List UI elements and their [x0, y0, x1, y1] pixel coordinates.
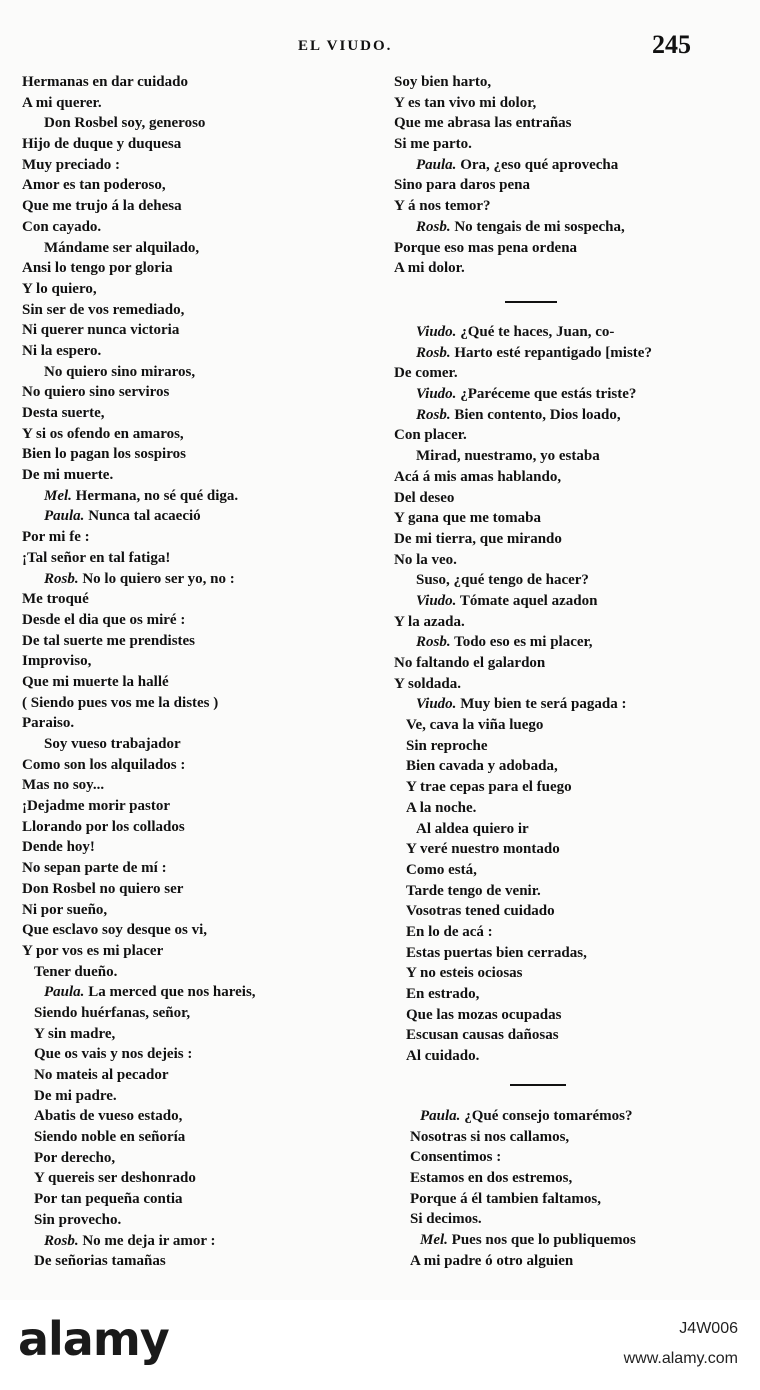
verse-text: Que esclavo soy desque os vi,	[22, 922, 208, 939]
verse-line	[394, 155, 724, 176]
verse-line	[394, 363, 724, 384]
verse-text: Y es tan vivo mi dolor,	[394, 94, 537, 111]
speaker-name: Rosb.	[416, 406, 451, 423]
verse-line	[22, 1024, 372, 1045]
verse-line	[22, 93, 372, 114]
verse-line	[394, 694, 724, 715]
verse-text: Y veré nuestro montado	[406, 841, 560, 858]
verse-line	[394, 134, 724, 155]
verse-text: Con cayado.	[22, 218, 102, 235]
verse-line	[394, 196, 724, 217]
verse-text: Y por vos es mi placer	[22, 942, 164, 959]
verse-text: Que mi muerte la hallé	[22, 673, 169, 690]
verse-line	[22, 279, 372, 300]
verse-text: En estrado,	[406, 986, 480, 1002]
verse-line	[22, 258, 372, 279]
verse-text: Dende hoy!	[22, 839, 95, 856]
verse-text: Pues nos que lo publiquemos	[447, 1232, 636, 1249]
stock-watermark-bar	[0, 1300, 760, 1390]
verse-line	[394, 217, 724, 238]
verse-text: Consentimos :	[410, 1149, 502, 1166]
verse-line	[22, 382, 372, 403]
verse-text: Al aldea quiero ir	[416, 820, 529, 837]
speaker-name: Rosb.	[416, 344, 451, 361]
verse-line	[394, 322, 724, 343]
left-text-column	[22, 72, 372, 1272]
verse-line	[22, 424, 372, 445]
verse-line	[394, 715, 724, 736]
verse-text: A mi dolor.	[394, 260, 465, 277]
verse-text: Estas puertas bien cerradas,	[406, 944, 587, 961]
verse-text: Todo eso es mi placer,	[450, 634, 593, 651]
verse-text: Escusan causas dañosas	[406, 1027, 559, 1044]
verse-line	[22, 1210, 372, 1231]
watermark-url: www.alamy.com	[623, 1350, 738, 1367]
verse-text: Hermana, no sé qué diga.	[71, 487, 239, 504]
verse-text: De mi tierra, que mirando	[394, 530, 562, 547]
speaker-name: Viudo.	[416, 324, 457, 340]
verse-line	[394, 591, 724, 612]
verse-line	[394, 984, 724, 1005]
verse-line	[22, 403, 372, 424]
verse-line	[22, 506, 372, 527]
verse-line	[394, 384, 724, 405]
verse-text: No mateis al pecador	[34, 1067, 169, 1083]
verse-text: Mándame ser alquilado,	[44, 239, 200, 256]
verse-line	[398, 1230, 728, 1251]
verse-text: Sin provecho.	[34, 1211, 122, 1228]
verse-text: No lo quiero ser yo, no :	[78, 570, 235, 587]
verse-text: ¡Dejadme morir pastor	[22, 798, 171, 815]
verse-text: Que me trujo á la dehesa	[22, 198, 182, 215]
verse-line	[22, 134, 372, 155]
verse-text: Por tan pequeña contia	[34, 1191, 183, 1208]
verse-text: Bien contento, Dios loado,	[450, 406, 621, 423]
verse-line	[22, 1003, 372, 1024]
verse-line	[398, 1251, 728, 1272]
verse-line	[394, 881, 724, 902]
running-title: EL VIUDO.	[298, 38, 393, 54]
speaker-name: Rosb.	[416, 218, 451, 235]
verse-text: Que os vais y nos dejeis :	[34, 1046, 193, 1063]
verse-text: Al cuidado.	[406, 1048, 480, 1065]
verse-text: Paraiso.	[22, 715, 75, 732]
verse-text: Porque eso mas pena ordena	[394, 239, 578, 256]
verse-text: Bien cavada y adobada,	[406, 758, 558, 775]
verse-line	[22, 569, 372, 590]
verse-text: Nosotras si nos callamos,	[410, 1128, 570, 1145]
verse-line	[22, 858, 372, 879]
verse-text: Y gana que me tomaba	[394, 510, 541, 527]
verse-text: De tal suerte me prendistes	[22, 632, 196, 649]
verse-text: Don Rosbel soy, generoso	[44, 115, 206, 132]
verse-line	[22, 175, 372, 196]
verse-text: Improviso,	[22, 653, 92, 670]
speaker-name: Viudo.	[416, 592, 457, 609]
speaker-name: Rosb.	[416, 634, 451, 651]
alamy-logo: alamy	[18, 1312, 169, 1366]
verse-line	[22, 837, 372, 858]
verse-line	[394, 570, 724, 591]
verse-text: No me deja ir amor :	[78, 1232, 216, 1249]
image-id: J4W006	[679, 1320, 738, 1337]
verse-line	[22, 320, 372, 341]
verse-text: Desta suerte,	[22, 405, 105, 421]
verse-line	[394, 736, 724, 757]
verse-text: Y sin madre,	[34, 1025, 116, 1042]
verse-text: Del deseo	[394, 489, 455, 506]
verse-line	[22, 1065, 372, 1086]
verse-text: Llorando por los collados	[22, 818, 185, 835]
verse-line	[394, 467, 724, 488]
verse-line	[22, 900, 372, 921]
verse-text: Ora, ¿eso qué aprovecha	[456, 156, 619, 173]
verse-line	[22, 1231, 372, 1252]
verse-text: No quiero sino miraros,	[44, 363, 196, 380]
verse-line	[394, 860, 724, 881]
verse-text: Ni por sueño,	[22, 901, 108, 918]
verse-text: Y trae cepas para el fuego	[406, 779, 572, 796]
verse-line	[22, 817, 372, 838]
verse-line	[394, 529, 724, 550]
verse-text: No quiero sino serviros	[22, 384, 170, 401]
verse-text: De comer.	[394, 365, 458, 382]
verse-text: Acá á mis amas hablando,	[394, 468, 562, 485]
verse-line	[22, 962, 372, 983]
verse-text: Vosotras tened cuidado	[406, 903, 555, 920]
page-header	[0, 30, 760, 64]
verse-line	[394, 798, 724, 819]
speaker-name: Rosb.	[44, 570, 79, 587]
section-divider	[505, 301, 557, 303]
verse-line	[394, 425, 724, 446]
verse-line	[394, 72, 724, 93]
verse-text: No sepan parte de mí :	[22, 860, 167, 877]
verse-line	[22, 1106, 372, 1127]
verse-text: Mas no soy...	[22, 777, 105, 794]
verse-text: Y si os ofendo en amaros,	[22, 425, 184, 442]
verse-line	[22, 1168, 372, 1189]
verse-line	[394, 632, 724, 653]
verse-line	[22, 300, 372, 321]
verse-text: Muy bien te será pagada :	[456, 696, 627, 713]
verse-line	[394, 1046, 724, 1067]
verse-line	[394, 113, 724, 134]
verse-text: Abatis de vueso estado,	[34, 1108, 183, 1125]
verse-line	[22, 1086, 372, 1107]
verse-text: Y soldada.	[394, 675, 461, 692]
verse-line	[22, 465, 372, 486]
verse-text: Siendo noble en señoría	[34, 1129, 186, 1146]
verse-line	[22, 589, 372, 610]
verse-text: ( Siendo pues vos me la distes )	[22, 694, 219, 711]
verse-text: Por derecho,	[34, 1149, 116, 1166]
verse-line	[22, 672, 372, 693]
verse-line	[394, 446, 724, 467]
verse-line	[22, 113, 372, 134]
verse-text: Mirad, nuestramo, yo estaba	[416, 448, 600, 465]
verse-text: Como está,	[406, 861, 477, 878]
verse-line	[22, 1189, 372, 1210]
verse-text: Ve, cava la viña luego	[406, 717, 544, 734]
verse-line	[394, 922, 724, 943]
verse-line	[22, 755, 372, 776]
verse-line	[394, 943, 724, 964]
verse-line	[394, 343, 724, 364]
verse-line	[394, 405, 724, 426]
section-divider	[510, 1084, 566, 1086]
verse-text: Que las mozas ocupadas	[406, 1006, 562, 1023]
speaker-name: Paula.	[44, 984, 85, 1001]
right-text-column-middle	[394, 322, 724, 1067]
verse-text: Ni la espero.	[22, 342, 102, 359]
verse-line	[22, 444, 372, 465]
verse-text: Y lo quiero,	[22, 280, 97, 297]
verse-text: Soy bien harto,	[394, 74, 492, 90]
verse-text: Si me parto.	[394, 136, 472, 153]
verse-line	[22, 713, 372, 734]
verse-line	[394, 839, 724, 860]
verse-line	[22, 341, 372, 362]
verse-line	[398, 1168, 728, 1189]
verse-text: Harto esté repantigado [miste?	[450, 344, 652, 361]
verse-line	[394, 238, 724, 259]
verse-text: Tener dueño.	[34, 963, 118, 980]
verse-text: No faltando el galardon	[394, 655, 546, 671]
verse-line	[398, 1147, 728, 1168]
verse-line	[22, 941, 372, 962]
verse-text: Amor es tan poderoso,	[22, 177, 166, 194]
verse-text: ¿Paréceme que estás triste?	[456, 386, 637, 403]
verse-text: Me troqué	[22, 591, 89, 608]
verse-line	[394, 1025, 724, 1046]
verse-text: No tengais de mi sospecha,	[450, 218, 625, 235]
verse-text: ¿Qué consejo tomarémos?	[460, 1108, 633, 1124]
verse-line	[394, 612, 724, 633]
verse-line	[22, 486, 372, 507]
verse-text: Soy vueso trabajador	[44, 736, 181, 752]
verse-text: Y la azada.	[394, 613, 465, 630]
verse-line	[394, 819, 724, 840]
verse-line	[22, 879, 372, 900]
verse-line	[22, 1148, 372, 1169]
verse-line	[394, 963, 724, 984]
verse-text: Estamos en dos estremos,	[410, 1170, 573, 1187]
verse-text: De señorias tamañas	[34, 1253, 166, 1270]
verse-text: A mi padre ó otro alguien	[410, 1252, 574, 1269]
verse-text: Tómate aquel azadon	[456, 592, 598, 609]
verse-line	[398, 1189, 728, 1210]
verse-text: ¿Qué te haces, Juan, co-	[456, 324, 615, 340]
verse-text: Desde el dia que os miré :	[22, 611, 186, 628]
speaker-name: Mel.	[420, 1232, 448, 1249]
speaker-name: Paula.	[44, 508, 85, 525]
verse-text: Y quereis ser deshonrado	[34, 1170, 196, 1187]
verse-text: Que me abrasa las entrañas	[394, 115, 572, 132]
verse-line	[22, 693, 372, 714]
verse-line	[22, 72, 372, 93]
verse-line	[394, 901, 724, 922]
verse-text: A mi querer.	[22, 94, 102, 111]
speaker-name: Rosb.	[44, 1232, 79, 1249]
verse-text: Tarde tengo de venir.	[406, 882, 541, 899]
verse-text: ¡Tal señor en tal fatiga!	[22, 549, 171, 566]
speaker-name: Paula.	[420, 1108, 461, 1124]
verse-text: Muy preciado :	[22, 156, 121, 173]
verse-line	[22, 920, 372, 941]
verse-text: Don Rosbel no quiero ser	[22, 880, 184, 897]
verse-line	[22, 982, 372, 1003]
verse-line	[394, 674, 724, 695]
verse-line	[22, 238, 372, 259]
verse-line	[394, 777, 724, 798]
verse-line	[394, 508, 724, 529]
verse-text: Suso, ¿qué tengo de hacer?	[416, 572, 589, 589]
verse-line	[394, 175, 724, 196]
verse-line	[394, 258, 724, 279]
verse-line	[394, 1005, 724, 1026]
verse-line	[22, 1127, 372, 1148]
verse-text: Hijo de duque y duquesa	[22, 136, 182, 153]
verse-text: En lo de acá :	[406, 923, 493, 940]
verse-line	[22, 1251, 372, 1272]
verse-line	[22, 1044, 372, 1065]
verse-line	[22, 196, 372, 217]
verse-line	[398, 1127, 728, 1148]
verse-line	[22, 527, 372, 548]
verse-text: A la noche.	[406, 799, 477, 816]
verse-line	[22, 362, 372, 383]
verse-text: Y á nos temor?	[394, 198, 491, 215]
verse-line	[22, 217, 372, 238]
verse-text: Porque á él tambien faltamos,	[410, 1190, 601, 1207]
right-text-column-lower	[398, 1106, 728, 1272]
verse-text: Como son los alquilados :	[22, 756, 186, 773]
verse-text: Ansi lo tengo por gloria	[22, 260, 173, 277]
verse-text: Sin reproche	[406, 737, 488, 754]
verse-text: Bien lo pagan los sospiros	[22, 446, 186, 463]
verse-text: Sin ser de vos remediado,	[22, 301, 185, 318]
verse-line	[394, 653, 724, 674]
verse-text: Por mi fe :	[22, 529, 90, 546]
verse-text: Y no esteis ociosas	[406, 965, 523, 982]
verse-text: Ni querer nunca victoria	[22, 322, 180, 339]
speaker-name: Viudo.	[416, 386, 457, 403]
verse-line	[22, 610, 372, 631]
verse-line	[22, 796, 372, 817]
verse-line	[22, 775, 372, 796]
verse-text: Si decimos.	[410, 1211, 482, 1228]
verse-line	[394, 93, 724, 114]
verse-line	[22, 651, 372, 672]
verse-line	[22, 548, 372, 569]
verse-text: Hermanas en dar cuidado	[22, 74, 188, 90]
speaker-name: Mel.	[44, 487, 72, 504]
verse-line	[22, 155, 372, 176]
verse-text: Nunca tal acaeció	[84, 508, 201, 525]
verse-text: Sino para daros pena	[394, 177, 531, 194]
verse-line	[394, 550, 724, 571]
verse-line	[394, 488, 724, 509]
verse-text: Siendo huérfanas, señor,	[34, 1004, 191, 1021]
page-number: 245	[652, 30, 691, 59]
verse-text: De mi muerte.	[22, 467, 114, 484]
verse-line	[394, 756, 724, 777]
speaker-name: Paula.	[416, 156, 457, 173]
speaker-name: Viudo.	[416, 696, 457, 713]
verse-line	[398, 1106, 728, 1127]
verse-line	[22, 631, 372, 652]
verse-text: No la veo.	[394, 551, 457, 568]
verse-text: De mi padre.	[34, 1087, 117, 1104]
verse-text: La merced que nos hareis,	[84, 984, 256, 1001]
verse-line	[398, 1209, 728, 1230]
verse-text: Con placer.	[394, 427, 467, 444]
verse-line	[22, 734, 372, 755]
right-text-column-upper	[394, 72, 724, 279]
